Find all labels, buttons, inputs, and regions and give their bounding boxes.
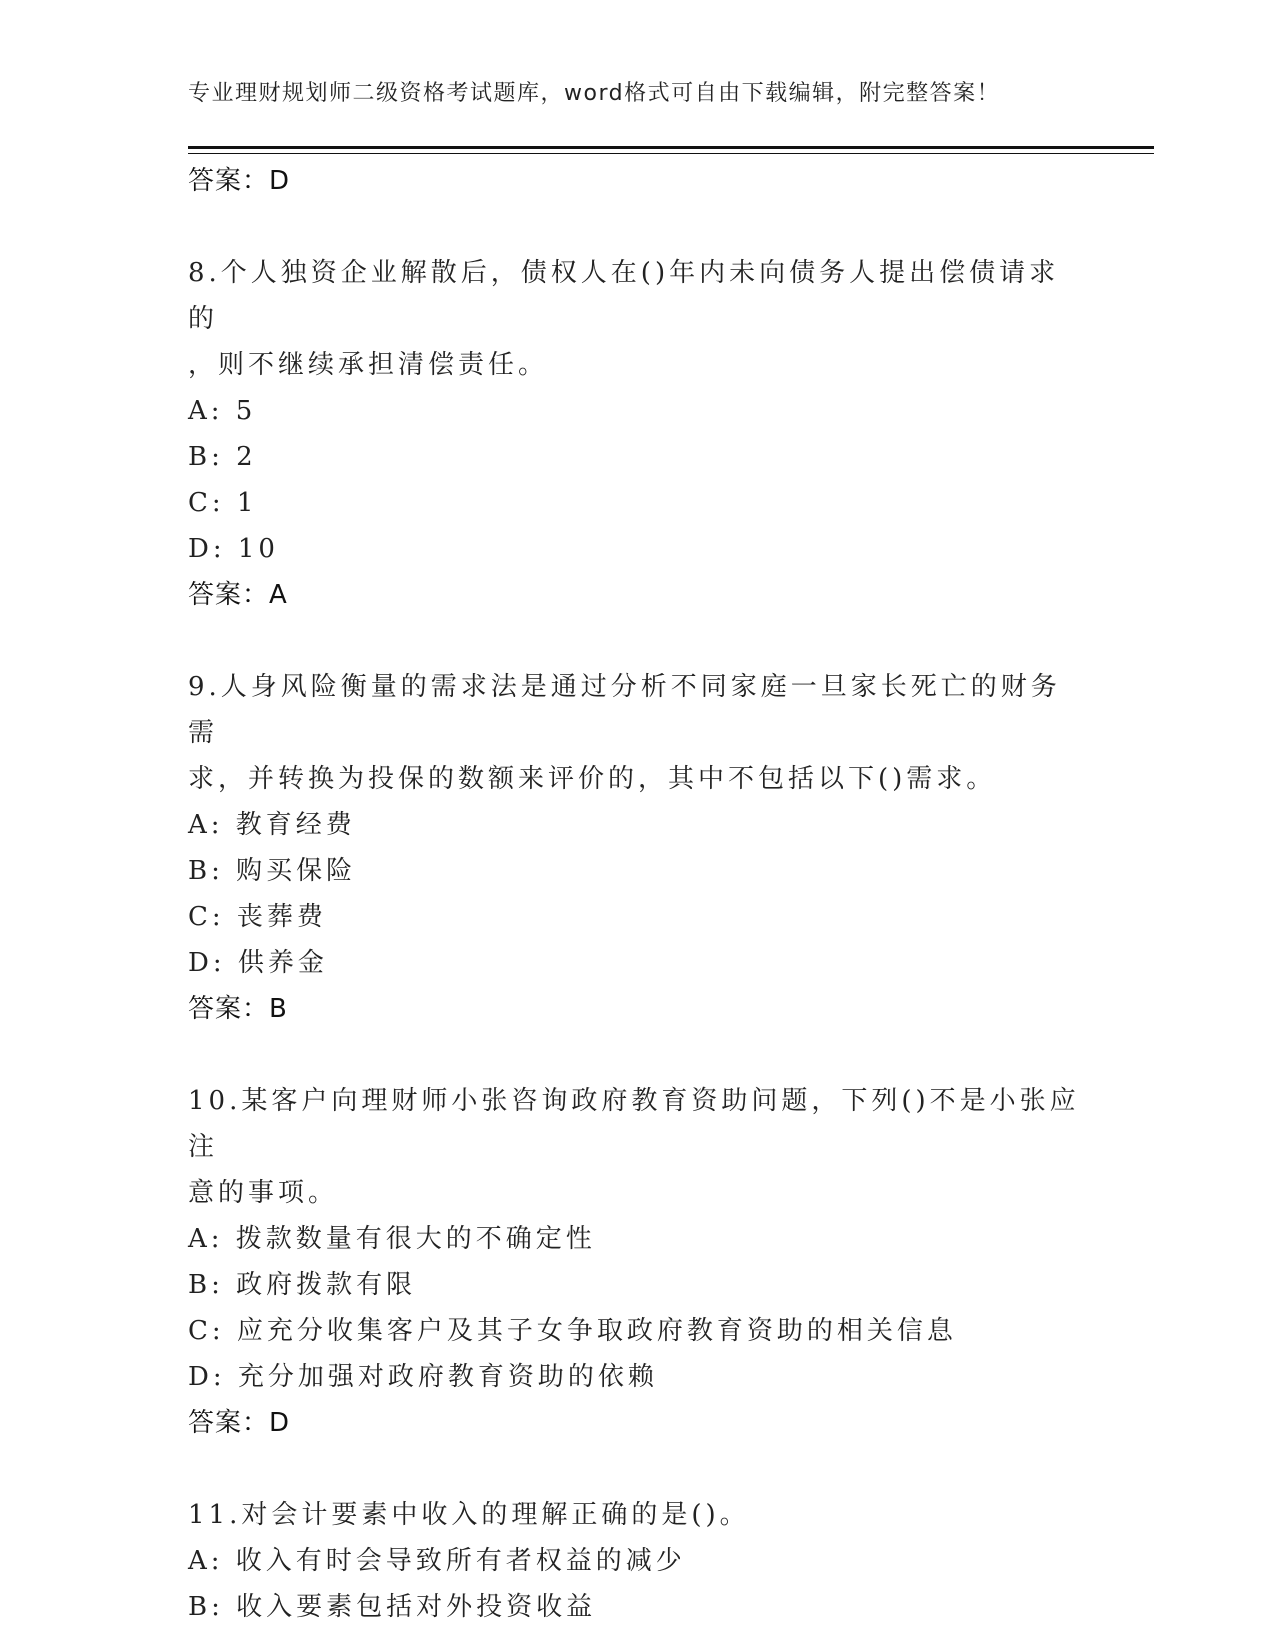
header-divider <box>188 146 1154 149</box>
answer-line: 答案：A <box>188 580 288 610</box>
option-a: A: 拨款数量有很大的不确定性 <box>188 1224 596 1254</box>
option-c: C: 1 <box>188 488 258 518</box>
option-c: C: 丧葬费 <box>188 902 327 932</box>
option-b: B: 2 <box>188 442 257 472</box>
question-stem-continued: ，则不继续承担清偿责任。 <box>188 350 549 380</box>
option-b: B: 收入要素包括对外投资收益 <box>188 1592 597 1622</box>
question-stem-continued: 求，并转换为投保的数额来评价的，其中不包括以下()需求。 <box>188 764 997 794</box>
question-stem: 10.某客户向理财师小张咨询政府教育资助问题，下列()不是小张应注 <box>188 1086 1080 1162</box>
option-d: D: 供养金 <box>188 948 328 978</box>
option-b: B: 政府拨款有限 <box>188 1270 417 1300</box>
option-b: B: 购买保险 <box>188 856 357 886</box>
answer-line: 答案：D <box>188 1408 291 1438</box>
page-header: 专业理财规划师二级资格考试题库，word格式可自由下载编辑，附完整答案！ <box>188 81 1001 106</box>
question-stem: 9.人身风险衡量的需求法是通过分析不同家庭一旦家长死亡的财务需 <box>188 672 1061 748</box>
option-c: C: 应充分收集客户及其子女争取政府教育资助的相关信息 <box>188 1316 957 1346</box>
answer-line: 答案：D <box>188 166 291 196</box>
question-list <box>188 158 1088 1630</box>
question-item <box>188 664 1088 1032</box>
question-item <box>188 250 1088 618</box>
option-a: A: 5 <box>188 396 257 426</box>
option-a: A: 收入有时会导致所有者权益的减少 <box>188 1546 686 1576</box>
question-stem: 11.对会计要素中收入的理解正确的是()。 <box>188 1500 750 1530</box>
answer-line: 答案：B <box>188 994 288 1024</box>
option-d: D: 10 <box>188 534 279 564</box>
question-stem-continued: 意的事项。 <box>188 1178 339 1208</box>
header-divider-thin <box>188 153 1154 154</box>
question-item <box>188 1492 1088 1630</box>
option-d: D: 充分加强对政府教育资助的依赖 <box>188 1362 658 1392</box>
option-a: A: 教育经费 <box>188 810 356 840</box>
question-item <box>188 1078 1088 1446</box>
question-stem: 8.个人独资企业解散后，债权人在()年内未向债务人提出偿债请求的 <box>188 258 1060 334</box>
